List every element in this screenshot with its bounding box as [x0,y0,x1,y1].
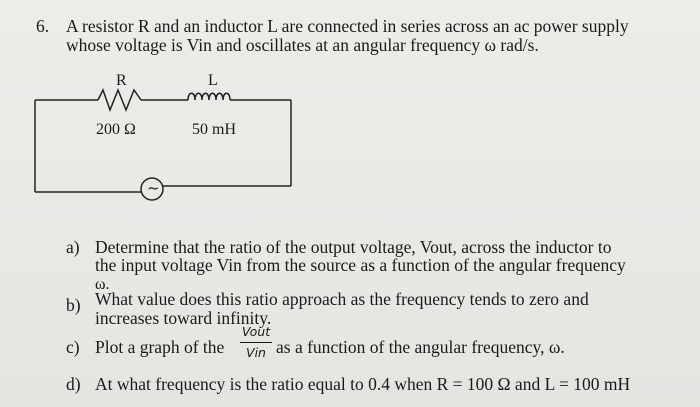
part-d-line-1: At what frequency is the ratio equal to 0.4 when R = 100 Ω and L = 100 mH [95,374,631,394]
part-b-line-1: What value does this ratio approach as the frequency tends to zero and [95,289,589,309]
resistor-label: R [116,72,127,89]
inductor-value: 50 mH [192,121,236,138]
inductor-label: L [208,72,218,89]
resistor-symbol [98,90,141,110]
part-c-text-after: as a function of the angular frequency, ω. [276,337,565,357]
inductor-symbol [188,93,230,100]
part-d-label: d) [66,374,81,394]
question-text-line-1: A resistor R and an inductor L are connected in series across an ac power supply [66,16,629,36]
resistor-value: 200 Ω [96,121,136,138]
part-a-line-3: ω. [95,276,110,293]
part-a-line-1: Determine that the ratio of the output voltage, Vout, across the inductor to [95,237,612,257]
part-c-label: c) [66,337,80,357]
part-a-label: a) [66,237,80,257]
ac-source-tilde: ~ [147,179,160,197]
fraction-numerator: Vout [241,324,271,339]
question-number: 6. [36,16,50,36]
part-b-line-2: increases toward infinity. [95,308,272,328]
part-a-line-2: the input voltage Vin from the source as a function of the angular frequency [95,255,626,275]
fraction-bar [240,342,272,343]
part-b-label: b) [66,295,81,315]
question-text-line-2: whose voltage is Vin and oscillates at an angular frequency ω rad/s. [66,35,539,55]
fraction-denominator: Vin [246,345,266,360]
part-c-text-before: Plot a graph of the [95,337,225,357]
